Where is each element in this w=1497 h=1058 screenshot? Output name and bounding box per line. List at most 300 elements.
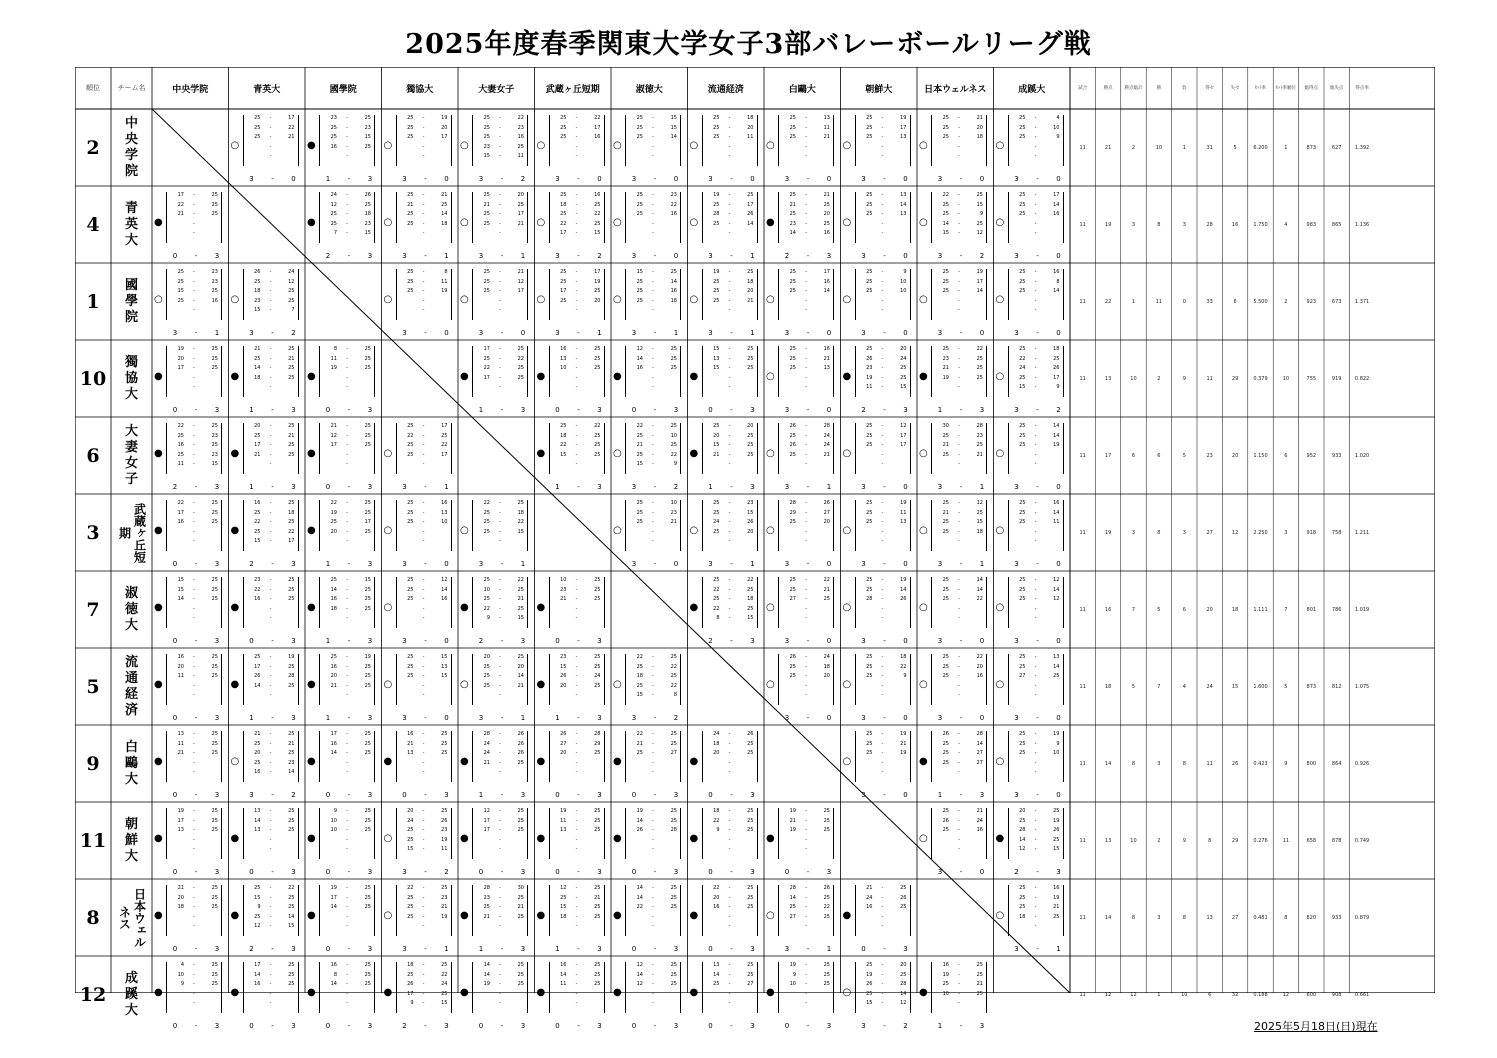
set-score-dash: -	[958, 220, 960, 227]
set-score-home: 25	[1019, 201, 1026, 208]
win-mark: ○	[383, 140, 393, 151]
set-score-dash: -	[346, 759, 348, 766]
set-score-dash: -	[805, 605, 807, 612]
loss-mark: ●	[307, 602, 316, 613]
set-score-home: 27	[1019, 673, 1026, 679]
set-score-away	[204, 913, 218, 923]
set-score-dash: -	[269, 673, 272, 679]
set-score-away: 18	[517, 509, 524, 516]
set-score-dash: -	[422, 192, 425, 198]
set-score-home: 14	[330, 586, 337, 593]
set-score-home: 25	[866, 750, 873, 756]
win-mark: ○	[919, 833, 928, 844]
set-score-dash: -	[652, 663, 654, 670]
set-score-line	[400, 595, 448, 605]
set-score-away: 16	[976, 673, 983, 679]
set-score-home	[170, 537, 184, 547]
set-score-dash: -	[805, 307, 807, 313]
set-score-home	[476, 768, 490, 778]
set-score-dash: -	[728, 731, 731, 737]
set-score-dash: -	[881, 990, 884, 997]
set-score-away: 23	[211, 451, 218, 458]
loss-mark: ●	[154, 910, 163, 921]
set-score-line	[170, 614, 218, 624]
set-scores	[935, 961, 983, 1009]
set-score-away: 22	[594, 115, 601, 121]
set-score-dash: -	[422, 913, 425, 920]
set-score-away: 25	[364, 663, 371, 670]
set-bracket-right	[604, 346, 605, 397]
sets-lost: 3	[214, 560, 220, 568]
sets-won: 3	[861, 252, 866, 260]
set-score-away	[281, 614, 295, 624]
set-score-home: 25	[866, 124, 873, 131]
set-bracket-left	[319, 577, 320, 628]
set-score-line	[553, 287, 601, 297]
set-score-line	[476, 663, 524, 673]
set-score-home: 25	[789, 904, 796, 910]
set-score-line	[629, 826, 677, 836]
set-score-dash: -	[346, 827, 348, 833]
set-score-line	[323, 913, 371, 923]
stat-column-header: 失セ	[1230, 86, 1240, 91]
set-score-away: 25	[747, 586, 754, 593]
set-score-dash: -	[805, 288, 807, 294]
set-bracket-right	[833, 115, 834, 166]
match-cell	[611, 340, 688, 417]
set-score-home: 25	[942, 740, 949, 747]
set-score-line	[1012, 143, 1060, 153]
win-mark: ○	[230, 756, 240, 767]
sets-lost: 3	[520, 868, 526, 876]
sets-lost: 0	[826, 714, 832, 722]
sets-won: 3	[861, 637, 866, 645]
set-score-home	[170, 306, 184, 316]
stat-value: 1.019	[1354, 606, 1370, 613]
sets-dash: -	[194, 252, 198, 260]
set-score-home	[553, 460, 567, 470]
set-score-dash: -	[652, 538, 654, 544]
match-set-total	[704, 791, 760, 799]
match-set-total	[245, 175, 301, 183]
rank-value: 7	[86, 598, 100, 621]
set-score-away	[510, 922, 524, 932]
set-score-home	[400, 759, 414, 769]
match-set-total	[780, 945, 836, 953]
sets-dash: -	[1036, 252, 1039, 260]
set-score-dash: -	[728, 894, 731, 901]
set-score-dash: -	[193, 596, 195, 602]
set-bracket-left	[702, 885, 703, 936]
set-scores	[935, 268, 983, 316]
set-score-line	[247, 306, 295, 316]
set-score-away: 23	[441, 827, 448, 833]
set-bracket-left	[319, 192, 320, 243]
set-scores	[323, 653, 371, 701]
set-score-line	[476, 768, 524, 778]
sets-dash: -	[577, 329, 580, 337]
set-score-line	[553, 999, 601, 1009]
set-score-line	[1012, 374, 1060, 384]
loss-mark: ●	[307, 987, 316, 998]
set-score-dash: -	[1034, 355, 1037, 362]
set-score-away: 16	[517, 134, 524, 140]
sets-won: 3	[402, 868, 407, 876]
set-score-dash: -	[652, 904, 654, 910]
set-score-line	[553, 191, 601, 201]
set-score-dash: -	[958, 211, 960, 217]
sets-lost: 0	[903, 714, 908, 722]
set-score-dash: -	[499, 913, 501, 920]
set-score-line	[476, 922, 524, 932]
set-score-away: 25	[670, 365, 677, 371]
set-score-home: 22	[330, 500, 337, 506]
set-score-dash: -	[422, 269, 425, 275]
set-score-away: 24	[900, 355, 907, 362]
stat-value: 12	[1104, 991, 1112, 998]
set-scores	[1012, 653, 1060, 701]
set-score-away: 16	[1053, 500, 1060, 506]
set-bracket-right	[374, 500, 375, 551]
set-score-line	[323, 663, 371, 673]
set-score-home: 22	[713, 885, 720, 891]
set-score-line	[859, 422, 907, 432]
rank-value: 9	[86, 752, 100, 775]
set-score-home	[706, 537, 720, 547]
stat-column-header: 負	[1182, 86, 1187, 91]
set-score-home: 9	[257, 904, 261, 910]
set-bracket-right	[986, 115, 987, 166]
set-score-dash: -	[193, 885, 195, 891]
sets-dash: -	[806, 406, 810, 414]
set-score-home	[629, 922, 643, 932]
set-score-away: 17	[747, 201, 754, 208]
set-score-dash: -	[346, 519, 348, 525]
set-score-home: 25	[942, 115, 949, 121]
sets-dash: -	[806, 945, 810, 953]
set-scores	[1012, 499, 1060, 547]
set-scores	[935, 576, 983, 624]
set-score-line	[1012, 749, 1060, 759]
set-score-home	[1012, 691, 1026, 701]
match-set-total	[780, 252, 836, 260]
set-score-away: 25	[211, 423, 218, 429]
loss-mark: ●	[307, 448, 316, 459]
stat-value: 918	[1306, 529, 1317, 536]
win-mark: ○	[383, 679, 393, 690]
set-score-dash: -	[575, 355, 578, 362]
set-score-dash: -	[1034, 153, 1037, 159]
set-scores	[1012, 114, 1060, 162]
set-score-dash: -	[575, 740, 578, 747]
set-score-dash: -	[728, 153, 731, 159]
set-score-line	[553, 730, 601, 740]
set-score-line	[170, 730, 218, 740]
set-score-home: 25	[636, 115, 643, 121]
set-score-home: 26	[866, 355, 873, 362]
set-score-dash: -	[422, 923, 425, 929]
set-score-dash: -	[575, 577, 578, 583]
sets-dash: -	[730, 252, 733, 260]
set-score-dash: -	[652, 192, 654, 198]
set-score-away: 21	[288, 355, 295, 362]
stat-value: 1.111	[1253, 606, 1268, 613]
set-score-dash: -	[1034, 528, 1037, 535]
set-score-dash: -	[269, 586, 272, 593]
set-score-line	[1012, 663, 1060, 673]
set-score-dash: -	[575, 297, 578, 304]
set-bracket-right	[1063, 654, 1064, 705]
set-score-away	[357, 374, 371, 384]
set-score-home: 25	[560, 297, 567, 304]
set-score-line	[706, 201, 754, 211]
set-score-home	[323, 913, 337, 923]
set-score-line	[706, 614, 754, 624]
sets-dash: -	[883, 329, 886, 337]
match-set-total	[933, 483, 989, 491]
set-score-dash: -	[269, 442, 272, 448]
set-score-line	[1012, 229, 1060, 239]
set-score-dash: -	[422, 115, 425, 121]
set-score-away: 10	[900, 278, 907, 285]
set-score-line	[629, 518, 677, 528]
set-score-dash: -	[805, 153, 807, 159]
set-score-home	[629, 374, 643, 384]
set-score-home: 18	[560, 432, 567, 439]
set-score-line	[323, 826, 371, 836]
set-score-home	[170, 836, 184, 846]
set-score-line	[247, 383, 295, 393]
match-set-total	[398, 714, 454, 722]
match-cell	[458, 494, 535, 571]
set-score-dash: -	[652, 201, 654, 208]
set-score-line	[935, 990, 983, 1000]
match-set-total	[857, 329, 913, 337]
stat-value: 0.749	[1354, 837, 1370, 844]
set-score-line	[859, 306, 907, 316]
win-mark: ○	[766, 602, 775, 613]
set-score-line	[629, 287, 677, 297]
set-score-dash: -	[422, 692, 425, 698]
set-score-dash: -	[346, 355, 348, 362]
set-score-home	[323, 759, 337, 769]
match-set-total	[627, 252, 683, 260]
set-score-away: 25	[594, 451, 601, 458]
win-mark: ○	[613, 448, 622, 459]
set-score-dash: -	[575, 827, 578, 833]
match-set-total	[398, 637, 454, 645]
sets-lost: 3	[367, 252, 373, 260]
set-bracket-right	[833, 577, 834, 628]
match-set-total	[321, 175, 377, 183]
set-score-line	[935, 268, 983, 278]
set-bracket-right	[298, 346, 299, 397]
set-score-away: 26	[823, 885, 830, 891]
set-score-line	[1012, 451, 1060, 461]
set-score-home: 21	[560, 596, 567, 602]
set-score-line	[1012, 768, 1060, 778]
set-score-away: 25	[211, 654, 218, 660]
set-score-dash: -	[1034, 432, 1037, 439]
set-score-home: 26	[866, 981, 873, 987]
set-score-dash: -	[346, 962, 348, 968]
set-score-line	[170, 374, 218, 384]
set-score-away: 26	[364, 192, 371, 198]
set-score-line	[247, 460, 295, 470]
stat-value: 3	[1131, 221, 1136, 228]
set-bracket-left	[396, 962, 397, 1013]
set-score-away: 25	[288, 981, 295, 987]
sets-won: 3	[861, 1022, 866, 1030]
set-score-home	[629, 768, 643, 778]
set-score-line	[170, 576, 218, 586]
set-score-away	[510, 990, 524, 1000]
set-score-away: 25	[211, 817, 218, 824]
set-score-line	[859, 653, 907, 663]
set-score-home	[629, 152, 643, 162]
set-score-dash: -	[881, 461, 884, 467]
set-score-dash: -	[346, 374, 348, 381]
set-score-away	[510, 845, 524, 855]
loss-mark: ●	[460, 756, 469, 767]
set-score-home: 11	[560, 817, 567, 824]
set-score-dash: -	[575, 981, 578, 987]
sets-lost: 3	[291, 483, 296, 491]
set-score-away: 15	[1053, 846, 1060, 852]
set-score-dash: -	[881, 538, 884, 544]
set-score-away: 28	[670, 827, 677, 833]
set-score-away: 21	[900, 740, 907, 747]
set-score-dash: -	[805, 654, 807, 660]
set-bracket-left	[1008, 500, 1009, 551]
set-score-line	[935, 133, 983, 143]
set-score-home: 25	[1019, 124, 1026, 131]
set-score-line	[1012, 653, 1060, 663]
win-mark: ○	[766, 140, 775, 151]
stat-value: 820	[1306, 914, 1317, 921]
set-bracket-left	[396, 885, 397, 936]
sets-won: 0	[172, 714, 178, 722]
set-score-away: 21	[823, 451, 830, 458]
set-score-away	[663, 528, 677, 538]
set-scores	[247, 807, 295, 855]
set-score-dash: -	[652, 990, 654, 997]
set-score-line	[859, 345, 907, 355]
set-bracket-left	[855, 115, 856, 166]
set-score-away: 25	[288, 894, 295, 901]
set-score-home: 14	[1019, 836, 1026, 843]
set-score-away: 25	[594, 663, 601, 670]
set-score-away: 17	[900, 124, 907, 131]
team-column-header: 獨協大	[406, 84, 434, 95]
set-score-line	[706, 287, 754, 297]
set-score-line	[170, 364, 218, 374]
set-score-home: 25	[789, 355, 796, 362]
set-score-dash: -	[269, 528, 272, 535]
set-score-dash: -	[1034, 913, 1037, 920]
match-set-total	[474, 637, 530, 645]
set-score-away: 14	[1053, 586, 1060, 593]
set-score-dash: -	[728, 230, 731, 236]
sets-lost: 0	[597, 175, 602, 183]
set-bracket-left	[166, 269, 167, 320]
match-cell	[535, 417, 612, 494]
set-score-line	[476, 268, 524, 278]
set-score-away: 15	[288, 923, 295, 929]
stat-value: 923	[1306, 298, 1317, 305]
set-bracket-right	[451, 654, 452, 705]
sets-lost: 0	[673, 175, 679, 183]
set-score-home: 25	[636, 750, 643, 756]
set-score-home: 12	[636, 346, 643, 352]
sets-won: 0	[325, 406, 331, 414]
set-score-dash: -	[728, 759, 731, 766]
set-score-home	[935, 999, 949, 1009]
set-score-dash: -	[728, 297, 731, 304]
set-score-line	[935, 210, 983, 220]
sets-lost: 0	[1056, 637, 1061, 645]
set-score-home: 21	[177, 211, 184, 217]
set-score-away: 19	[1053, 817, 1060, 824]
set-score-line	[706, 306, 754, 316]
set-score-dash: -	[881, 124, 884, 131]
set-score-home	[400, 682, 414, 692]
team-row-name: 成 蹊 大	[124, 970, 138, 1018]
set-score-home: 25	[942, 134, 949, 140]
set-score-away: 25	[670, 962, 677, 968]
set-score-home: 25	[1019, 663, 1026, 670]
set-bracket-right	[910, 654, 911, 705]
set-score-away	[816, 845, 830, 855]
set-score-away	[357, 691, 371, 701]
set-score-dash: -	[805, 836, 807, 843]
set-score-home	[706, 374, 720, 384]
set-score-line	[935, 297, 983, 307]
stat-value: 0.822	[1354, 375, 1370, 382]
set-score-home: 19	[789, 808, 796, 814]
set-score-home: 20	[407, 808, 414, 814]
set-score-away	[1046, 537, 1060, 547]
set-score-dash: -	[805, 923, 807, 929]
set-score-dash: -	[805, 346, 807, 352]
set-score-line	[247, 605, 295, 615]
set-score-home: 13	[713, 962, 720, 968]
set-scores	[400, 807, 448, 855]
set-score-dash: -	[499, 143, 501, 150]
set-score-line	[1012, 201, 1060, 211]
set-score-away: 11	[441, 278, 448, 285]
match-cell	[535, 186, 612, 263]
stat-value: 3	[1182, 221, 1186, 228]
set-score-home: 16	[560, 962, 567, 968]
set-score-line	[782, 807, 830, 817]
set-score-dash: -	[269, 423, 272, 429]
set-score-dash: -	[575, 423, 578, 429]
set-score-dash: -	[1034, 211, 1037, 217]
set-score-away: 25	[594, 827, 601, 833]
set-score-home: 17	[254, 663, 261, 670]
set-score-away: 21	[288, 740, 295, 747]
set-score-away: 12	[900, 1000, 907, 1006]
set-score-dash: -	[958, 586, 960, 593]
match-set-total	[551, 406, 607, 414]
set-score-away	[893, 913, 907, 923]
set-score-line	[170, 191, 218, 201]
set-bracket-left	[931, 577, 932, 628]
set-score-line	[935, 672, 983, 682]
set-score-home: 14	[636, 885, 643, 891]
set-score-away: 8	[673, 692, 677, 698]
